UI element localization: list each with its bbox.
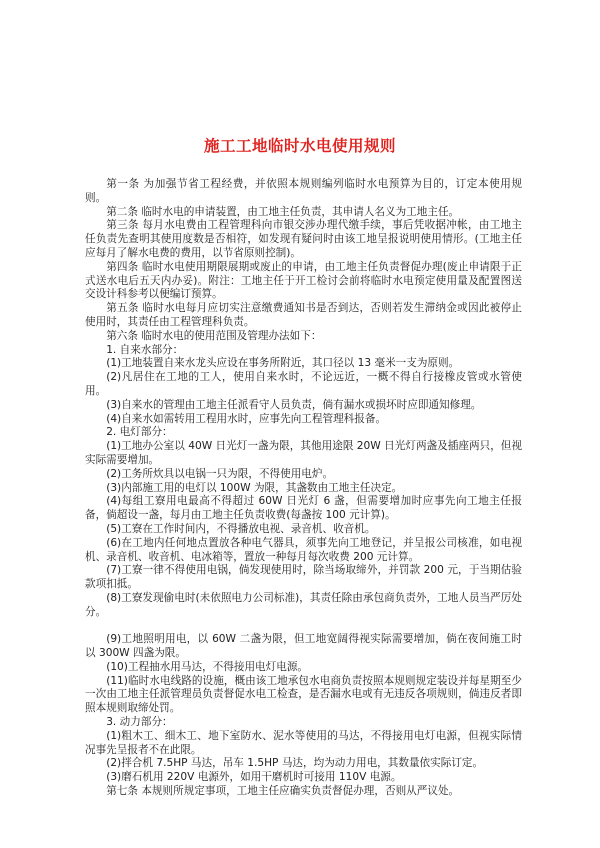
paragraph: (4)自来水如需转用工程用水时，应事先向工程管理科报备。 xyxy=(106,412,387,425)
paragraph: (7)工寮一律不得使用电锅，倘发现使用时，除当场取缔外，并罚款 200 元，于当期估验款项扣抵。 xyxy=(85,564,522,591)
paragraph: 第一条 为加强节省工程经费，并依照本规则编列临时水电预算为目的，订定本使用规则。 xyxy=(85,178,522,204)
paragraph: (10)工程抽水用马达，不得接用电灯电源。 xyxy=(106,660,309,673)
blank-line xyxy=(85,620,522,634)
paragraph: (1)工地装置自来水龙头应设在事务所附近，其口径以 13 毫米一支为原则。 xyxy=(106,357,460,370)
paragraph: (3)内部施工用的电灯以 100W 为限，其盏数由工地主任决定。 xyxy=(106,481,403,494)
document-body xyxy=(85,178,522,799)
paragraph: (2)凡居住在工地的工人，使用自来水时，不论远近，一概不得自行接橡皮管或水管使用。 xyxy=(85,371,522,397)
paragraph: 第二条 临时水电的申请装置，由工地主任负责，其申请人名义为工地主任。 xyxy=(106,205,460,218)
paragraph: (1)粗木工、细木工、地下室防水、泥水等使用的马达，不得接用电灯电源，但视实际情况事先呈报者不在此限。 xyxy=(85,729,522,756)
paragraph: 第四条 临时水电使用期限展期或废止的申请，由工地主任负责督促办理(废止申请限于正式送水电后五天内办妥)。附注：工地主任于开工检讨会前将临时水电预定使用量及配置图送交设计科参考以便编订预算。 xyxy=(85,260,522,301)
paragraph: 第五条 临时水电每月应切实注意缴费通知书是否到达，否则若发生滞纳金或因此被停止使用时，其责任由工程管理科负责。 xyxy=(85,302,522,328)
paragraph: 第六条 临时水电的使用范围及管理办法如下： xyxy=(106,329,322,342)
paragraph: (1)工地办公室以 40W 日光灯一盏为限，其他用途限 20W 日光灯两盏及插座两只，但视实际需要增加。 xyxy=(85,440,522,466)
paragraph: (11)临时水电线路的设施，概由该工地承包水电商负责按照本规则规定装设并每星期至少一次由工地主任派管理员负责督促水电工检查，是否漏水电或有无违反各项规则，倘违反者即照本规则取缔处罚。 xyxy=(85,674,522,715)
paragraph: (9)工地照明用电，以 60W 二盏为限，但工地宽阔得视实际需要增加，倘在夜间施工时以 300W 四盏为限。 xyxy=(85,633,522,660)
paragraph: (3)自来水的管理由工地主任派看守人员负责，倘有漏水或损坏时应即通知修理。 xyxy=(106,398,482,411)
paragraph: (5)工寮在工作时间内，不得播放电视、录音机、收音机。 xyxy=(106,522,376,535)
paragraph: (2)拌合机 7.5HP 马达，吊车 1.5HP 马达，均为动力用电，其数量依实际订定。 xyxy=(106,757,484,770)
document-title: 施工工地临时水电使用规则 xyxy=(203,137,396,155)
paragraph: (6)在工地内任何地点置放各种电气器具，须事先向工地登记，并呈报公司核准，如电视机、录音机、收音机、电冰箱等，置放一种每月每次收费 200 元计算。 xyxy=(85,536,522,563)
paragraph: (2)工务所炊具以电锅一只为限，不得使用电炉。 xyxy=(106,467,334,480)
paragraph: 1. 自来水部分： xyxy=(106,343,184,356)
paragraph: 3. 动力部分： xyxy=(106,716,173,729)
paragraph: (4)每组工寮用电最高不得超过 60W 日光灯 6 盏，但需要增加时应事先向工地主任报备，倘超设一盏，每月由工地主任负责收费(每盏按 100 元计算)。 xyxy=(85,495,522,522)
paragraph: 第三条 每月水电费由工程管理科向市银交涉办理代缴手续，事后凭收据冲帐，由工地主任负责先查明其使用度数是否相符，如发现有疑问时由该工地呈报说明使用情形。(工地主任应每月了解水电费的费用，以节省原则控制)。 xyxy=(85,219,522,259)
paragraph: (8)工寮发现偷电时(未依照电力公司标准)，其责任除由承包商负责外，工地人员当严厉处分。 xyxy=(85,591,522,618)
paragraph: 2. 电灯部分： xyxy=(106,426,173,439)
paragraph: (3)磨石机用 220V 电源外，如用干磨机时可接用 110V 电源。 xyxy=(106,771,402,784)
paragraph: 第七条 本规则所规定事项，工地主任应确实负责督促办理，否则从严议处。 xyxy=(106,785,460,798)
